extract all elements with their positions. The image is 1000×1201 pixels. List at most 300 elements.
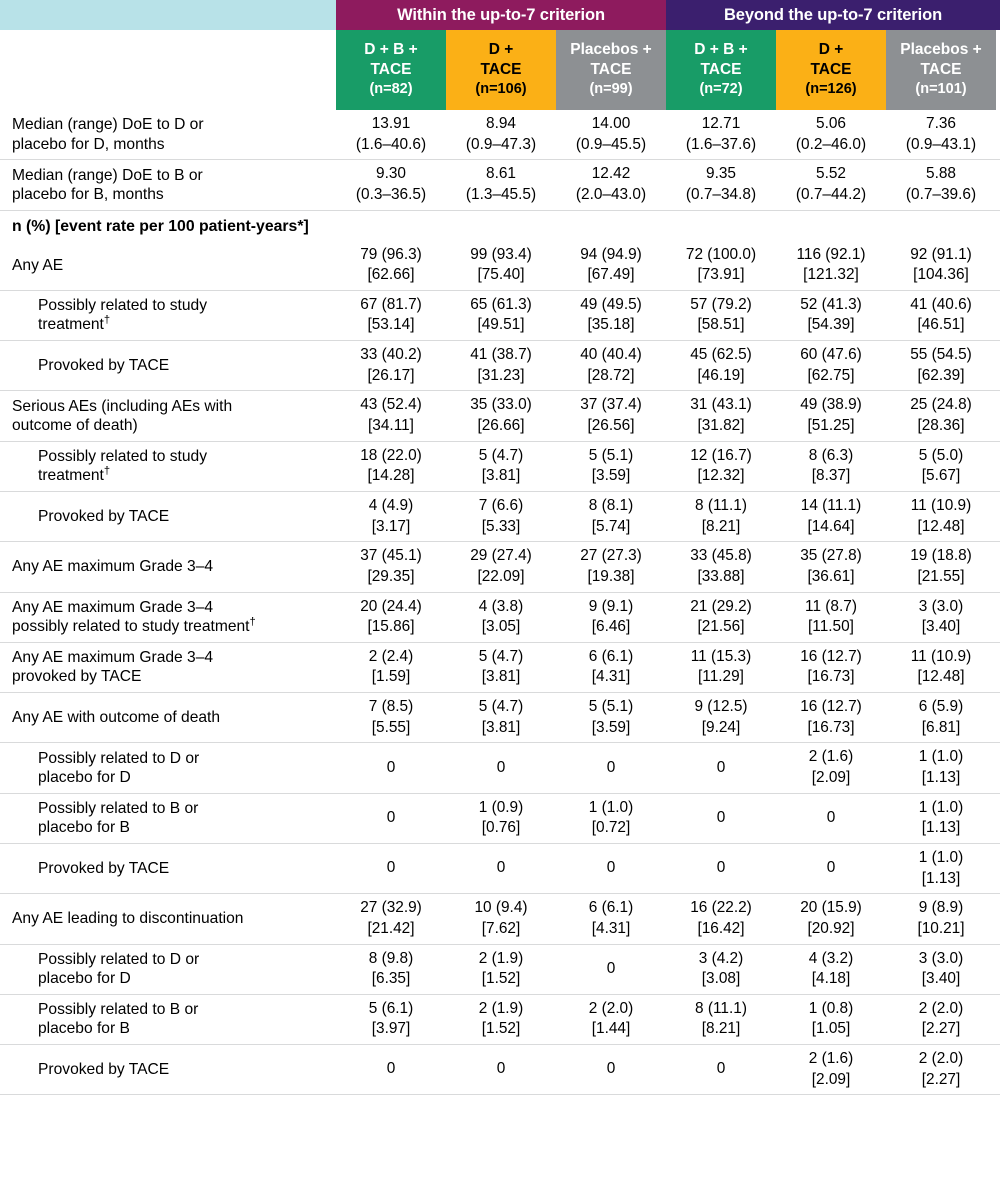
- cell-value-primary: 16 (12.7): [800, 698, 862, 716]
- row-label-line1: Possibly related to study: [38, 448, 208, 465]
- table-cell: [336, 794, 446, 843]
- cell-value-primary: 7 (8.5): [368, 698, 414, 716]
- cell-value-rate: [3.08]: [701, 970, 741, 988]
- table-cell: [776, 794, 886, 843]
- cell-value-primary: 116 (92.1): [796, 245, 866, 263]
- cell-value-rate: [4.31]: [591, 919, 631, 937]
- header-col-3: [666, 30, 776, 110]
- cell-value-rate: (0.9–47.3): [465, 135, 537, 153]
- table-cell: [666, 442, 776, 491]
- cell-value-primary: 1 (1.0): [918, 748, 964, 766]
- cell-value-rate: [26.56]: [587, 417, 635, 435]
- cell-value-primary: 40 (40.4): [580, 346, 642, 364]
- cell-value-rate: [14.64]: [807, 517, 855, 535]
- table-cell: [446, 391, 556, 440]
- table-cell: [776, 643, 886, 692]
- cell-value-zero: 0: [386, 859, 396, 877]
- table-header-columns: [0, 30, 1000, 110]
- table-body: [0, 110, 1000, 1095]
- row-label: [0, 643, 336, 692]
- cell-value-primary: 79 (96.3): [360, 245, 422, 263]
- row-label-line2: outcome of death): [12, 417, 138, 435]
- table-cell: [886, 241, 996, 290]
- row-label-line1: Any AE maximum Grade 3–4: [12, 649, 214, 667]
- cell-value-zero: 0: [606, 859, 616, 877]
- cell-value-rate: [0.72]: [591, 819, 631, 837]
- cell-value-primary: 20 (24.4): [360, 597, 422, 615]
- header-col-0-line1: D + B +: [364, 40, 418, 58]
- row-label: [0, 794, 336, 843]
- table-row: [0, 1045, 1000, 1095]
- header-col-1: [446, 30, 556, 110]
- cell-value-rate: [62.66]: [367, 266, 415, 284]
- row-cells: [336, 160, 1000, 209]
- table-cell: [336, 693, 446, 742]
- cell-value-primary: 27 (27.3): [580, 547, 642, 565]
- cell-value-primary: 27 (32.9): [360, 899, 422, 917]
- cell-value-primary: 9 (12.5): [694, 698, 748, 716]
- table-cell: [336, 341, 446, 390]
- cell-value-primary: 3 (3.0): [918, 597, 964, 615]
- cell-value-primary: 2 (1.9): [478, 999, 524, 1017]
- cell-value-primary: 6 (6.1): [588, 647, 634, 665]
- cell-value-rate: (1.6–37.6): [685, 135, 757, 153]
- table-cell: [446, 442, 556, 491]
- table-cell: [666, 341, 776, 390]
- cell-value-rate: [4.18]: [811, 970, 851, 988]
- cell-value-rate: [10.21]: [917, 919, 965, 937]
- row-cells: [336, 1045, 1000, 1094]
- header-group-beyond: Beyond the up-to-7 criterion: [666, 0, 1000, 30]
- table-cell: [336, 743, 446, 792]
- table-cell: [446, 291, 556, 340]
- cell-value-rate: [3.81]: [481, 718, 521, 736]
- row-label: [0, 391, 336, 440]
- row-label-line2: placebo for D, months: [12, 135, 165, 153]
- cell-value-rate: (0.3–36.5): [355, 185, 427, 203]
- row-cells: [336, 643, 1000, 692]
- cell-value-rate: [1.52]: [481, 970, 521, 988]
- table-cell: [556, 794, 666, 843]
- header-col-3-n: (n=72): [699, 81, 743, 98]
- row-label: [0, 945, 336, 994]
- table-row: [0, 291, 1000, 341]
- header-col-0-line2: TACE: [370, 61, 412, 79]
- table-row: [0, 391, 1000, 441]
- row-label-line2: placebo for D: [38, 970, 131, 988]
- table-cell: [336, 995, 446, 1044]
- table-cell: [886, 492, 996, 541]
- cell-value-primary: 92 (91.1): [910, 245, 972, 263]
- table-cell: [336, 241, 446, 290]
- row-cells: [336, 442, 1000, 491]
- cell-value-rate: [2.27]: [921, 1020, 961, 1038]
- cell-value-primary: 9.35: [706, 165, 736, 183]
- table-row: [0, 542, 1000, 592]
- cell-value-rate: [3.40]: [921, 618, 961, 636]
- row-label: [0, 1045, 336, 1094]
- cell-value-primary: 33 (45.8): [690, 547, 752, 565]
- cell-value-primary: 1 (1.0): [588, 798, 634, 816]
- table-row: [0, 241, 1000, 291]
- cell-value-rate: [31.23]: [477, 366, 525, 384]
- cell-value-rate: [54.39]: [807, 316, 855, 334]
- cell-value-zero: 0: [606, 1060, 616, 1078]
- header-col-5-line2: TACE: [920, 61, 962, 79]
- cell-value-rate: [3.59]: [591, 718, 631, 736]
- cell-value-rate: (0.7–44.2): [795, 185, 867, 203]
- table-cell: [556, 291, 666, 340]
- cell-value-rate: [12.32]: [697, 467, 745, 485]
- table-cell: [556, 1045, 666, 1094]
- cell-value-zero: 0: [386, 758, 396, 776]
- table-cell: [666, 291, 776, 340]
- table-cell: [446, 844, 556, 893]
- cell-value-primary: 94 (94.9): [580, 245, 642, 263]
- cell-value-primary: 2 (1.9): [478, 949, 524, 967]
- cell-value-rate: (1.6–40.6): [355, 135, 427, 153]
- cell-value-zero: 0: [496, 758, 506, 776]
- table-cell: [556, 341, 666, 390]
- row-label-line1: Provoked by TACE: [38, 1061, 170, 1079]
- table-cell: [776, 593, 886, 642]
- cell-value-primary: 8 (6.3): [808, 446, 854, 464]
- table-cell: [336, 492, 446, 541]
- row-cells: [336, 241, 1000, 290]
- cell-value-rate: [15.86]: [367, 618, 415, 636]
- cell-value-rate: [1.13]: [921, 769, 961, 787]
- table-cell: [776, 241, 886, 290]
- cell-value-primary: 5 (5.1): [588, 698, 634, 716]
- cell-value-primary: 1 (1.0): [918, 848, 964, 866]
- cell-value-primary: 2 (2.0): [918, 999, 964, 1017]
- cell-value-primary: 12 (16.7): [690, 446, 752, 464]
- header-col-1-line1: D +: [488, 40, 514, 58]
- table-cell: [446, 492, 556, 541]
- table-cell: [336, 643, 446, 692]
- cell-value-rate: (2.0–43.0): [575, 185, 647, 203]
- cell-value-rate: [121.32]: [803, 266, 859, 284]
- table-cell: [776, 110, 886, 159]
- header-blank-cell: [0, 0, 336, 30]
- cell-value-rate: [5.74]: [591, 517, 631, 535]
- cell-value-primary: 52 (41.3): [800, 295, 862, 313]
- row-cells: [336, 341, 1000, 390]
- cell-value-rate: [46.51]: [917, 316, 965, 334]
- table-cell: [666, 593, 776, 642]
- table-cell: [776, 945, 886, 994]
- cell-value-rate: [75.40]: [477, 266, 525, 284]
- cell-value-rate: [31.82]: [697, 417, 745, 435]
- table-cell: [886, 542, 996, 591]
- table-cell: [556, 945, 666, 994]
- table-cell: [666, 844, 776, 893]
- cell-value-primary: 2 (1.6): [808, 748, 854, 766]
- cell-value-primary: 43 (52.4): [360, 396, 422, 414]
- cell-value-primary: 11 (15.3): [690, 647, 752, 665]
- table-row: [0, 894, 1000, 944]
- table-cell: [886, 110, 996, 159]
- cell-value-primary: 41 (38.7): [470, 346, 532, 364]
- table-cell: [336, 844, 446, 893]
- row-label-line1: Possibly related to D or: [38, 950, 200, 968]
- cell-value-rate: [21.55]: [917, 567, 965, 585]
- cell-value-zero: 0: [386, 1060, 396, 1078]
- table-cell: [556, 593, 666, 642]
- cell-value-rate: [28.72]: [587, 366, 635, 384]
- cell-value-rate: [4.31]: [591, 668, 631, 686]
- row-label-line2: possibly related to study treatment†: [12, 615, 256, 636]
- table-cell: [776, 1045, 886, 1094]
- row-label-line1: Possibly related to B or: [38, 799, 199, 817]
- cell-value-primary: 5 (4.7): [478, 446, 524, 464]
- row-label-line1: Any AE: [12, 256, 64, 274]
- cell-value-primary: 5.52: [816, 165, 846, 183]
- row-cells: [336, 391, 1000, 440]
- row-cells: [336, 844, 1000, 893]
- cell-value-rate: [2.09]: [811, 1070, 851, 1088]
- cell-value-primary: 29 (27.4): [470, 547, 532, 565]
- cell-value-rate: [5.33]: [481, 517, 521, 535]
- cell-value-primary: 6 (6.1): [588, 899, 634, 917]
- cell-value-primary: 6 (5.9): [918, 698, 964, 716]
- table-cell: [556, 894, 666, 943]
- table-cell: [666, 1045, 776, 1094]
- header-col-5-line1: Placebos +: [900, 40, 982, 58]
- row-label-line1: Any AE with outcome of death: [12, 709, 221, 727]
- cell-value-rate: [6.46]: [591, 618, 631, 636]
- table-cell: [446, 743, 556, 792]
- cell-value-rate: [16.73]: [807, 718, 855, 736]
- row-label-line1: Serious AEs (including AEs with: [12, 397, 233, 415]
- cell-value-primary: 16 (22.2): [690, 899, 752, 917]
- table-cell: [666, 945, 776, 994]
- table-cell: [666, 492, 776, 541]
- cell-value-primary: 1 (1.0): [918, 798, 964, 816]
- table-cell: [776, 160, 886, 209]
- cell-value-rate: [3.40]: [921, 970, 961, 988]
- table-cell: [776, 844, 886, 893]
- cell-value-primary: 8 (11.1): [695, 999, 747, 1017]
- table-cell: [556, 241, 666, 290]
- cell-value-rate: [46.19]: [697, 366, 745, 384]
- cell-value-rate: [16.73]: [807, 668, 855, 686]
- row-label-line2: placebo for B, months: [12, 185, 164, 203]
- row-label: [0, 894, 336, 943]
- table-cell: [776, 894, 886, 943]
- row-label: [0, 542, 336, 591]
- cell-value-rate: [12.48]: [917, 668, 965, 686]
- table-cell: [776, 995, 886, 1044]
- row-cells: [336, 110, 1000, 159]
- cell-value-rate: [35.18]: [587, 316, 635, 334]
- row-label-line1: Any AE maximum Grade 3–4: [12, 558, 214, 576]
- table-row: [0, 693, 1000, 743]
- table-cell: [666, 391, 776, 440]
- table-cell: [446, 110, 556, 159]
- cell-value-zero: 0: [496, 1060, 506, 1078]
- header-col-0: [336, 30, 446, 110]
- cell-value-rate: [49.51]: [477, 316, 525, 334]
- cell-value-rate: [1.44]: [591, 1020, 631, 1038]
- row-label-line1: Any AE maximum Grade 3–4: [12, 598, 214, 616]
- header-col-4-line1: D +: [818, 40, 844, 58]
- row-label: [0, 291, 336, 340]
- cell-value-rate: [3.17]: [371, 517, 411, 535]
- table-cell: [446, 593, 556, 642]
- table-cell: [666, 693, 776, 742]
- cell-value-primary: 2 (2.0): [918, 1050, 964, 1068]
- cell-value-rate: (1.3–45.5): [465, 185, 537, 203]
- table-row: [0, 492, 1000, 542]
- cell-value-primary: 8 (11.1): [695, 496, 747, 514]
- section-note: n (%) [event rate per 100 patient-years*]: [12, 217, 309, 235]
- table-cell: [886, 995, 996, 1044]
- header-col-1-n: (n=106): [475, 81, 527, 98]
- row-label: [0, 442, 336, 491]
- cell-value-primary: 9 (8.9): [918, 899, 964, 917]
- row-label: [0, 844, 336, 893]
- cell-value-rate: [6.81]: [921, 718, 961, 736]
- cell-value-rate: [21.56]: [697, 618, 745, 636]
- row-cells: [336, 291, 1000, 340]
- cell-value-primary: 5 (4.7): [478, 647, 524, 665]
- cell-value-rate: [5.55]: [371, 718, 411, 736]
- cell-value-primary: 12.42: [591, 165, 631, 183]
- table-cell: [886, 743, 996, 792]
- cell-value-zero: 0: [716, 758, 726, 776]
- table-cell: [776, 492, 886, 541]
- cell-value-rate: [8.21]: [701, 1020, 741, 1038]
- table-cell: [556, 844, 666, 893]
- row-label-line1: Provoked by TACE: [38, 507, 170, 525]
- cell-value-primary: 11 (8.7): [805, 597, 857, 615]
- table-cell: [336, 110, 446, 159]
- header-col-4-line2: TACE: [810, 61, 852, 79]
- table-cell: [886, 391, 996, 440]
- table-row: [0, 794, 1000, 844]
- table-cell: [446, 341, 556, 390]
- header-columns-spacer: [0, 30, 336, 110]
- row-label-line2: placebo for D: [38, 769, 131, 787]
- row-cells: [336, 593, 1000, 642]
- cell-value-primary: 1 (0.9): [478, 798, 524, 816]
- header-col-4-n: (n=126): [805, 81, 857, 98]
- table-cell: [336, 391, 446, 440]
- cell-value-rate: [2.27]: [921, 1070, 961, 1088]
- header-col-5-n: (n=101): [915, 81, 967, 98]
- cell-value-primary: 37 (37.4): [580, 396, 642, 414]
- table-cell: [666, 110, 776, 159]
- cell-value-rate: [3.81]: [481, 467, 521, 485]
- table-cell: [886, 593, 996, 642]
- table-cell: [886, 844, 996, 893]
- cell-value-primary: 72 (100.0): [685, 245, 757, 263]
- row-label-line1: Provoked by TACE: [38, 859, 170, 877]
- cell-value-zero: 0: [716, 1060, 726, 1078]
- cell-value-primary: 21 (29.2): [690, 597, 752, 615]
- cell-value-rate: [3.59]: [591, 467, 631, 485]
- cell-value-rate: (0.9–45.5): [575, 135, 647, 153]
- cell-value-rate: [0.76]: [481, 819, 521, 837]
- row-label-line2: provoked by TACE: [12, 668, 142, 686]
- cell-value-zero: 0: [606, 758, 616, 776]
- cell-value-primary: 11 (10.9): [910, 647, 972, 665]
- cell-value-rate: [51.25]: [807, 417, 855, 435]
- cell-value-primary: 5 (6.1): [368, 999, 414, 1017]
- table-cell: [336, 1045, 446, 1094]
- cell-value-primary: 5 (5.1): [588, 446, 634, 464]
- cell-value-rate: [21.42]: [367, 919, 415, 937]
- cell-value-rate: [1.05]: [811, 1020, 851, 1038]
- cell-value-rate: [3.05]: [481, 618, 521, 636]
- footnote-marker: †: [249, 615, 256, 628]
- table-cell: [556, 492, 666, 541]
- cell-value-zero: 0: [386, 808, 396, 826]
- row-label-line1: Any AE leading to discontinuation: [12, 910, 244, 928]
- cell-value-primary: 13.91: [371, 115, 411, 132]
- table-cell: [336, 291, 446, 340]
- row-cells: [336, 492, 1000, 541]
- row-label: [0, 492, 336, 541]
- cell-value-rate: (0.7–34.8): [685, 185, 757, 203]
- cell-value-primary: 5 (4.7): [478, 698, 524, 716]
- cell-value-primary: 10 (9.4): [474, 899, 528, 917]
- header-col-2-line2: TACE: [590, 61, 632, 79]
- cell-value-rate: [12.48]: [917, 517, 965, 535]
- cell-value-rate: (0.9–43.1): [905, 135, 977, 153]
- row-cells: [336, 743, 1000, 792]
- cell-value-primary: 8.94: [486, 115, 516, 132]
- cell-value-rate: [53.14]: [367, 316, 415, 334]
- row-label-line1: Possibly related to D or: [38, 749, 200, 767]
- row-label-line2: treatment†: [38, 465, 111, 485]
- cell-value-primary: 5 (5.0): [918, 446, 964, 464]
- header-group-within: Within the up-to-7 criterion: [336, 0, 666, 30]
- table-cell: [886, 794, 996, 843]
- cell-value-primary: 35 (27.8): [800, 547, 862, 565]
- cell-value-rate: [9.24]: [701, 718, 741, 736]
- cell-value-primary: 19 (18.8): [910, 547, 972, 565]
- table-cell: [666, 160, 776, 209]
- cell-value-rate: [104.36]: [913, 266, 969, 284]
- table-cell: [336, 542, 446, 591]
- row-label: [0, 743, 336, 792]
- row-cells: [336, 794, 1000, 843]
- cell-value-rate: [67.49]: [587, 266, 635, 284]
- cell-value-rate: [26.17]: [367, 366, 415, 384]
- table-row: [0, 945, 1000, 995]
- table-cell: [446, 995, 556, 1044]
- cell-value-rate: [1.59]: [371, 668, 411, 686]
- table-cell: [556, 995, 666, 1044]
- cell-value-primary: 2 (2.0): [588, 999, 634, 1017]
- table-cell: [886, 160, 996, 209]
- table-row: [0, 442, 1000, 492]
- table-cell: [556, 442, 666, 491]
- cell-value-rate: [11.50]: [808, 618, 854, 636]
- header-col-2-line1: Placebos +: [570, 40, 652, 58]
- cell-value-primary: 49 (38.9): [800, 396, 862, 414]
- table-cell: [336, 894, 446, 943]
- cell-value-rate: [19.38]: [587, 567, 635, 585]
- table-row: [0, 341, 1000, 391]
- cell-value-rate: [22.09]: [477, 567, 525, 585]
- cell-value-primary: 35 (33.0): [470, 396, 532, 414]
- cell-value-primary: 9 (9.1): [588, 597, 634, 615]
- table-cell: [556, 643, 666, 692]
- row-label-line1: Provoked by TACE: [38, 357, 170, 375]
